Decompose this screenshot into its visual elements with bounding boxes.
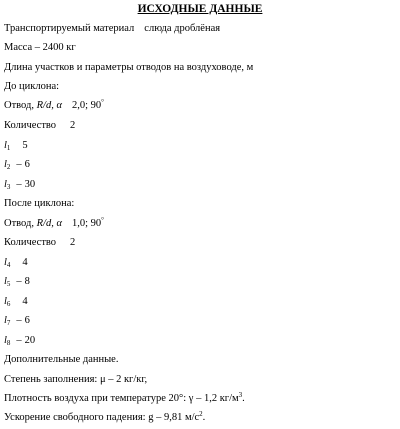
segment-line [4,179,35,190]
segment-index: 7 [6,319,11,327]
count-value: 2 [70,120,76,131]
bend-value: 2,0; 90 [71,100,102,111]
bend-params: R/d, α [36,218,62,229]
segment-line [4,140,28,151]
gravity-tail: . [202,412,206,423]
air-density-text: Плотность воздуха при температуре 20°: γ – 1,2 кг/м [4,393,239,404]
segment-letter: l [4,315,7,326]
count-label: Количество [4,120,57,131]
bend-value: 1,0; 90 [71,218,102,229]
segment-line [4,335,35,346]
gravity-text: Ускорение свободного падения: g – 9,81 м/с [4,412,200,423]
degree-sign: ° [101,216,104,224]
after-cyclone-heading: После циклона: [4,198,75,209]
segment-index: 4 [6,261,11,269]
segment-letter: l [4,296,7,307]
lengths-heading: Длина участков и параметры отводов на воздуховоде, м [4,62,254,73]
bend-params: R/d, α [36,100,62,111]
segment-line [4,257,28,268]
segment-line [4,276,30,287]
segment-line [4,159,30,170]
segment-index: 8 [6,339,11,347]
material-line [4,23,220,34]
segment-value: 30 [24,179,36,190]
segment-sep: – [16,276,22,287]
bend-prefix: Отвод, [4,218,37,229]
count-value: 2 [70,237,76,248]
segment-index: 5 [6,280,11,288]
segment-sep: – [16,315,22,326]
before-cyclone-heading: До циклона: [4,81,60,92]
air-density-line [4,393,245,404]
count-label: Количество [4,237,57,248]
segment-letter: l [4,276,7,287]
mass-line: Масса – 2400 кг [4,42,76,53]
segment-line [4,296,28,307]
segment-index: 2 [6,163,11,171]
fill-degree-line: Степень заполнения: μ – 2 кг/кг, [4,374,148,385]
segment-letter: l [4,257,7,268]
segment-letter: l [4,159,7,170]
segment-value: 8 [24,276,30,287]
segment-line [4,315,30,326]
segment-index: 6 [6,300,11,308]
segment-sep: – [16,159,22,170]
degree-sign: ° [101,98,104,106]
material-value: слюда дроблёная [144,23,221,34]
air-density-tail: . [242,393,245,404]
document-title: ИСХОДНЫЕ ДАННЫЕ [137,3,263,15]
segment-value: 6 [24,315,30,326]
segment-letter: l [4,140,7,151]
before-count-line [4,120,75,131]
gravity-line [4,412,205,423]
segment-sep: – [16,335,22,346]
segment-letter: l [4,179,7,190]
segment-value: 4 [22,257,28,268]
segment-sep: – [16,179,22,190]
additional-heading: Дополнительные данные. [4,354,119,365]
bend-prefix: Отвод, [4,100,37,111]
gravity-sup: 2 [199,410,203,418]
segment-value: 6 [24,159,30,170]
before-bend-line [4,100,104,111]
segment-value: 4 [22,296,28,307]
segment-index: 3 [6,183,11,191]
segment-letter: l [4,335,7,346]
air-density-sup: 3 [238,391,243,399]
segment-index: 1 [6,144,11,152]
after-count-line [4,237,75,248]
segment-value: 5 [22,140,28,151]
material-label: Транспортируемый материал [4,23,135,34]
segment-value: 20 [24,335,36,346]
after-bend-line [4,218,104,229]
